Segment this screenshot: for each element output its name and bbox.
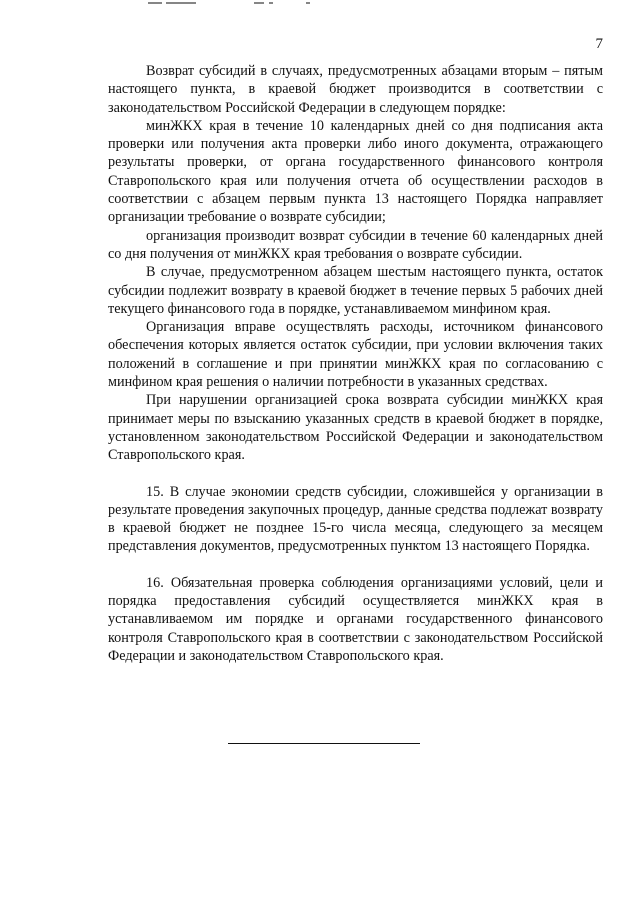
paragraph-subsidy-remainder: В случае, предусмотренном абзацем шестым настоящего пункта, остаток субсидии подлежит возврату в краевой бюджет в течение первых 5 рабочих дней текущего финансового года в порядке, устанавливаемом минфином края. [108, 264, 603, 317]
paragraph-item-16: 16. Обязательная проверка соблюдения организациями условий, цели и порядка предоставления субсидий осуществляется минЖКХ края в устанавливаемом им порядке и органами государственного финансового контроля Ставропольского края в соответствии с законодательством Российской Федерации и законодательством Ставропольского края. [108, 574, 603, 664]
end-of-document-rule [228, 743, 420, 744]
page-number: 7 [595, 36, 603, 52]
paragraph-item-15: 15. В случае экономии средств субсидии, сложившейся у организации в результате проведения закупочных процедур, данные средства подлежат возврату в краевой бюджет не позднее 15-го числа месяца, следующего за месяцем представления документов, предусмотренных пунктом 13 настоящего Порядка. [108, 483, 603, 555]
scan-artifact-top [148, 2, 328, 5]
document-body [108, 62, 603, 665]
paragraph-remainder-expenses: Организация вправе осуществлять расходы, источником финансового обеспечения которых является остаток субсидии, при условии включения таких положений в соглашение и при принятии минЖКХ края по согласованию с минфином края решения о наличии потребности в указанных средствах. [108, 319, 603, 391]
paragraph-deadline-violation: При нарушении организацией срока возврата субсидии минЖКХ края принимает меры по взысканию указанных средств в краевой бюджет в порядке, установленном законодательством Российской Федерации и законодательством Ставропольского края. [108, 392, 603, 464]
paragraph-refund-procedure: Возврат субсидий в случаях, предусмотренных абзацами вторым – пятым настоящего пункта, в краевой бюджет производится в соответствии с законодательством Российской Федерации в следующем порядке: [108, 63, 603, 116]
paragraph-ministry-requirement: минЖКХ края в течение 10 календарных дней со дня подписания акта проверки или получения акта проверки либо иного документа, отражающего результаты проверки, от органа государственного финансового контроля Ставропольского края или получения отчета об осуществлении расходов в соответствии с абзацем первым пункта 13 настоящего Порядка направляет организации требование о возврате субсидии; [108, 117, 603, 226]
paragraph-organization-refund: организация производит возврат субсидии в течение 60 календарных дней со дня получения от минЖКХ края требования о возврате субсидии. [108, 227, 603, 262]
